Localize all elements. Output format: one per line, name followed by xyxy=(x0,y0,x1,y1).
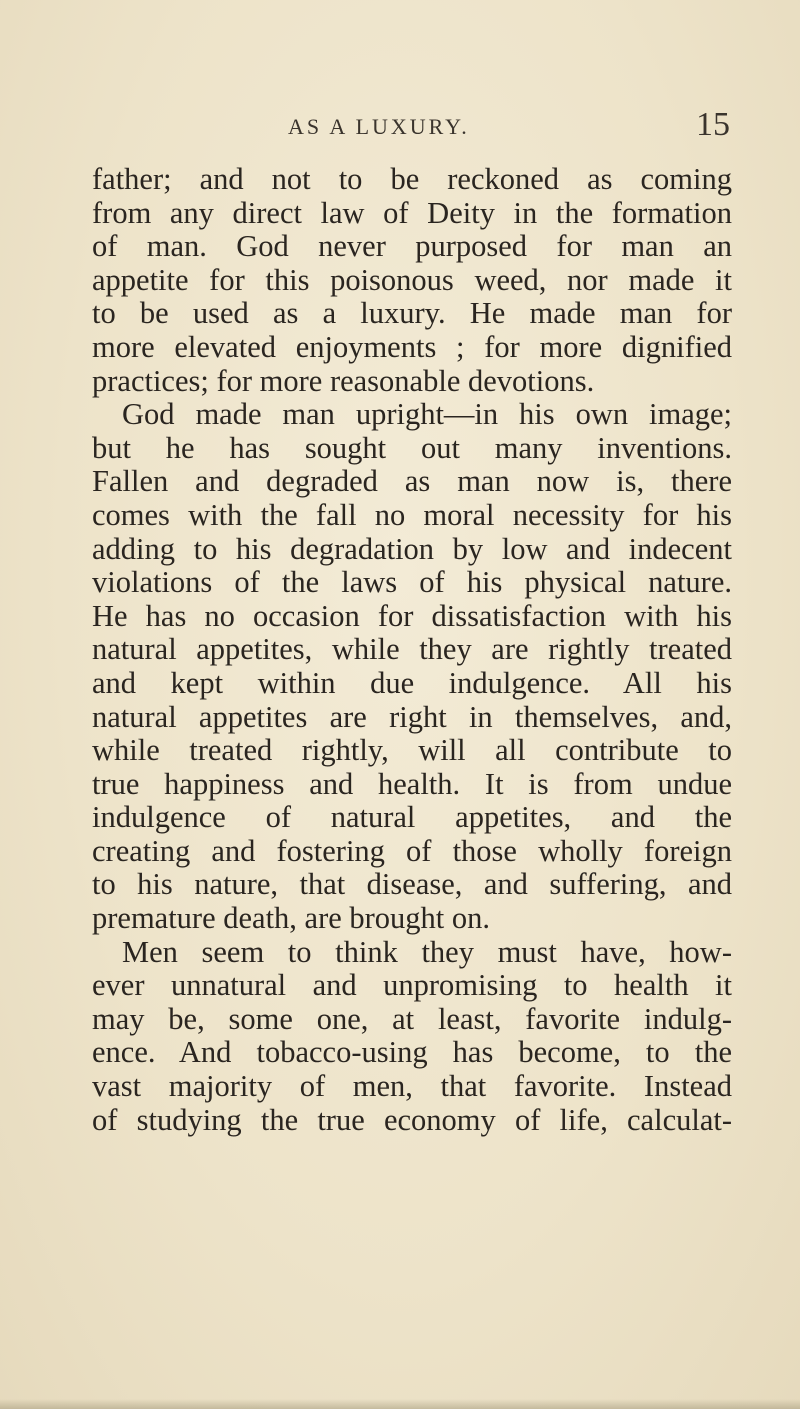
text-line: natural appetites are right in themselves, and, xyxy=(92,699,732,734)
text-line: natural appetites, while they are rightly treated xyxy=(92,632,732,667)
text-line: and kept within due indulgence. All his xyxy=(92,665,732,700)
text-line: from any direct law of Deity in the formation xyxy=(92,195,732,230)
text-line: Fallen and degraded as man now is, there xyxy=(92,464,732,499)
paragraph-start-line: Men seem to think they must have, how- xyxy=(122,934,732,969)
text-line: indulgence of natural appetites, and the xyxy=(92,800,732,835)
text-line: He has no occasion for dissatisfaction with his xyxy=(92,598,732,633)
text-line: practices; for more reasonable devotions. xyxy=(92,363,595,398)
text-line: true happiness and health. It is from undue xyxy=(92,766,732,801)
text-line: ence. And tobacco-using has become, to the xyxy=(92,1035,732,1070)
text-line: while treated rightly, will all contribute to xyxy=(92,733,732,768)
text-line: ever unnatural and unpromising to health it xyxy=(92,968,732,1003)
text-line: may be, some one, at least, favorite indulg- xyxy=(92,1001,732,1036)
paragraph-start-line: God made man upright—in his own image; xyxy=(122,397,732,432)
text-line: creating and fostering of those wholly foreign xyxy=(92,833,732,868)
text-line: adding to his degradation by low and indecent xyxy=(92,531,732,566)
text-line: father; and not to be reckoned as coming xyxy=(92,162,732,196)
text-line: to be used as a luxury. He made man for xyxy=(92,296,732,331)
page-number: 15 xyxy=(696,106,730,143)
page-bottom-edge xyxy=(0,1399,800,1409)
text-line: more elevated enjoyments ; for more dignified xyxy=(92,329,732,364)
text-line: vast majority of men, that favorite. Instead xyxy=(92,1069,732,1104)
text-line: of man. God never purposed for man an xyxy=(92,229,732,264)
text-line: to his nature, that disease, and suffering, and xyxy=(92,867,732,902)
body-text xyxy=(92,163,732,1137)
page-header xyxy=(0,106,800,146)
text-line: but he has sought out many inventions. xyxy=(92,430,732,465)
text-line: premature death, are brought on. xyxy=(92,901,491,936)
text-line: appetite for this poisonous weed, nor made it xyxy=(92,262,732,297)
text-line: comes with the fall no moral necessity for his xyxy=(92,497,732,532)
text-line: of studying the true economy of life, calculat- xyxy=(92,1102,732,1137)
text-line: violations of the laws of his physical nature. xyxy=(92,565,732,600)
running-title: AS A LUXURY. xyxy=(288,114,470,139)
